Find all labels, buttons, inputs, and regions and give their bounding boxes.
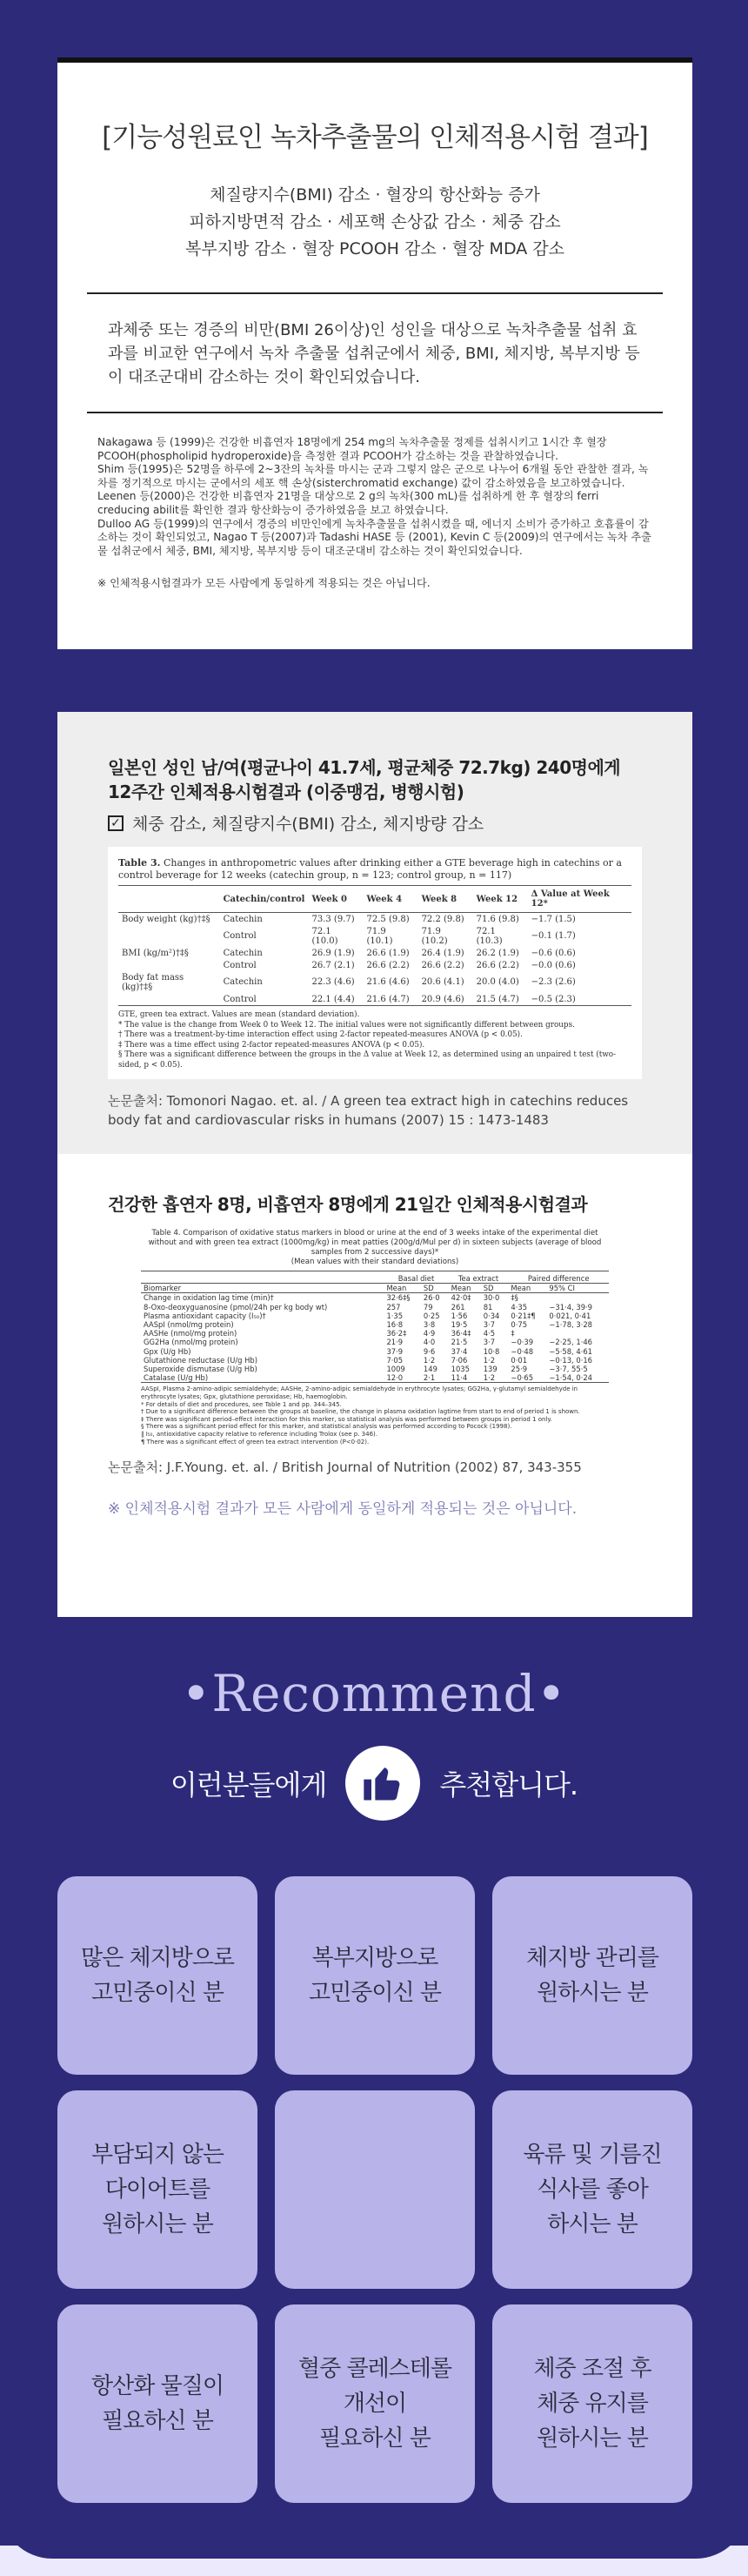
trial-1-section	[57, 712, 692, 1154]
table-cell: Catechin	[223, 977, 263, 987]
disclaimer-note: ※ 인체적용시험 결과가 모든 사람에게 동일하게 적용되는 것은 아닙니다.	[108, 1500, 578, 1519]
table-cell: 0·25	[423, 1311, 440, 1320]
table-cell: 25·9	[511, 1365, 528, 1374]
trial-1-result	[108, 811, 642, 835]
table-cell: 32·6‡§	[386, 1293, 411, 1303]
source-citation: 논문출처: J.F.Young. et. al. / British Journal of Nutrition (2002) 87, 343-355	[108, 1459, 582, 1476]
table-cell: AASpI (nmol/mg protein)	[144, 1320, 234, 1330]
table-cell: 36·4‡	[451, 1329, 471, 1338]
table-cell: Gpx (U/g Hb)	[144, 1346, 191, 1356]
table-header: Mean	[384, 1284, 420, 1293]
table-header: Biomarker	[141, 1284, 384, 1293]
result-text: 체중 감소, 체질량지수(BMI) 감소, 체지방량 감소	[132, 815, 484, 834]
table-cell: −0·39	[511, 1338, 534, 1347]
recommend-card: 많은 체지방으로 고민중이신 분	[57, 1876, 257, 2075]
table-cell: Plasma antioxidant capacity (I₅₀)†	[144, 1311, 266, 1320]
table-caption	[118, 857, 631, 882]
checkmark-icon: ✓	[108, 815, 124, 831]
table-header	[118, 886, 220, 913]
effects-line: 피하지방면적 감소 · 세포핵 손상값 감소 · 체중 감소	[189, 212, 561, 231]
table-row	[141, 1356, 609, 1365]
table-row	[141, 1338, 609, 1346]
reference-item: Dulloo AG 등(1999)의 연구에서 경증의 비만인에게 녹차추출물을 섭취시켰을 때, 에너지 소비가 증가하고 호흡률이 감소하는 것이 확인되었고, Nagao T 등(2007)과 Tadashi HASE 등 (2001), Kevin C 등(2009)의 연구에서는 녹차 추출물 섭취군에서 체중, BMI, 체지방, 복부지방 등이 대조군대비 감소하는 것이 확인되었습니다.	[97, 517, 651, 557]
table-cell: 8-Oxo-deoxyguanosine (pmol/24h per kg body wt)	[144, 1302, 328, 1311]
study-results-panel	[57, 57, 692, 649]
table-header: Week 12	[473, 886, 528, 913]
recommend-card: 부담되지 않는 다이어트를 원하시는 분	[57, 2090, 257, 2289]
table-cell: −2·25, 1·46	[549, 1338, 593, 1347]
table-cell: 4·35	[511, 1302, 528, 1311]
table-cell: 26.6 (2.2)	[421, 960, 464, 970]
table-row	[118, 947, 631, 959]
table-cell: Change in oxidation lag time (min)†	[144, 1293, 274, 1303]
oxidative-markers-table	[141, 1271, 609, 1383]
table-cell: 149	[423, 1365, 437, 1374]
table-cell: 72.5 (9.8)	[366, 914, 410, 924]
table-cell: ‡§	[511, 1293, 518, 1303]
table-row	[118, 971, 631, 993]
table-header: 95% CI	[546, 1284, 609, 1293]
table-footnotes	[141, 1385, 609, 1446]
clinical-trial-panel	[57, 712, 692, 1617]
table-cell: 139	[483, 1365, 498, 1374]
table-cell: −1·54, 0·24	[546, 1373, 609, 1383]
table-header: Mean	[508, 1284, 546, 1293]
table-cell: 37·4	[451, 1346, 468, 1356]
table-cell: 22.3 (4.6)	[311, 977, 355, 987]
table-cell: 72.1 (10.3)	[476, 926, 503, 946]
table-cell: 3·7	[483, 1338, 496, 1347]
table-cell: 4·9	[423, 1329, 436, 1338]
table-cell: 9·6	[423, 1346, 436, 1356]
table-cell: 21.6 (4.6)	[366, 977, 410, 987]
table-cell: 21·9	[386, 1338, 404, 1347]
page-title: [기능성원료인 녹차추출물의 인체적용시험 결과]	[102, 122, 648, 153]
trial-2-heading: 건강한 흡연자 8명, 비흡연자 8명에게 21일간 인체적용시험결과	[108, 1194, 588, 1215]
table-cell: 1009	[386, 1365, 405, 1374]
table-cell: 10·8	[483, 1346, 500, 1356]
table-cell: 12·0	[384, 1373, 420, 1383]
table-cell: 30·0	[483, 1293, 500, 1303]
table-header: Week 8	[418, 886, 473, 913]
table-cell: 7·06	[451, 1355, 468, 1365]
recommend-card: 혈중 콜레스테롤 개선이 필요하신 분	[275, 2304, 475, 2503]
table-row	[141, 1320, 609, 1329]
effects-line: 복부지방 감소 · 혈장 PCOOH 감소 · 혈장 MDA 감소	[184, 239, 564, 258]
footnote: ‖ I₅₀, antioxidative capacity relative to reference including Trolox (see p. 346).	[141, 1431, 377, 1438]
table-cell: 261	[451, 1302, 465, 1311]
table-cell: −0·13, 0·16	[549, 1355, 593, 1365]
table-cell: 16·8	[386, 1320, 404, 1330]
table-cell: 19·5	[451, 1320, 468, 1330]
table-row	[141, 1329, 609, 1338]
table-cell: 22.1 (4.4)	[308, 993, 363, 1006]
footnote: ‡ There was a time effect using 2-factor repeated-measures ANOVA (p < 0.05).	[118, 1040, 425, 1050]
table-cell: 42·0‡	[451, 1293, 471, 1303]
recommend-card-empty	[275, 2090, 475, 2289]
recommend-subtitle-left: 이런분들에게	[170, 1768, 327, 1801]
references	[97, 436, 652, 558]
table-cell: 26·0	[423, 1293, 440, 1303]
table-4	[108, 1229, 642, 1446]
recommend-card: 육류 및 기름진 식사를 좋아 하시는 분	[492, 2090, 692, 2289]
thumbs-up-icon	[345, 1746, 420, 1821]
table-row	[118, 913, 631, 926]
table-group-header: Basal diet	[384, 1271, 448, 1284]
footnote: § There was a significant period effect for this marker, and statistical analysis was performed according to Pocock (1998).	[141, 1423, 512, 1431]
table-cell: GG2Ha (nmol/mg protein)	[144, 1338, 238, 1347]
table-cell: 81	[483, 1302, 493, 1311]
table-cell: 257	[386, 1302, 401, 1311]
table-row	[141, 1311, 609, 1320]
table-cell: 79	[423, 1302, 433, 1311]
table-cell: 4·0	[423, 1338, 436, 1347]
footnote: ‡ There was significant period–effect interaction for this marker, so statistical analysis was performed between groups in period 1 only.	[141, 1415, 552, 1423]
footnote: GTE, green tea extract. Values are mean (standard deviation).	[118, 1010, 360, 1019]
table-cell: 21.5 (4.7)	[473, 993, 528, 1006]
table-row	[141, 1365, 609, 1373]
footnote: † There was a treatment-by-time interaction effect using 2-factor repeated-measures ANOVA (p < 0.05).	[118, 1030, 523, 1039]
table-cell: 20.0 (4.0)	[476, 977, 519, 987]
table-cell: BMI (kg/m²)†‡§	[122, 948, 189, 958]
table-cell: 0·34	[483, 1311, 500, 1320]
table-cell: 20.9 (4.6)	[418, 993, 473, 1006]
table-cell	[546, 1293, 609, 1303]
table-row	[118, 959, 631, 971]
table-cell: Control	[223, 960, 257, 970]
table-cell: −2.3 (2.6)	[531, 977, 576, 987]
table-label: Table 3.	[118, 857, 161, 869]
table-cell: 3·8	[423, 1320, 436, 1330]
table-cell: 1·2	[423, 1355, 436, 1365]
anthropometric-table	[118, 885, 631, 1006]
table-cell: Catalase (U/g Hb)	[141, 1373, 384, 1383]
table-header: Catechin/control	[220, 886, 309, 913]
table-cell: 26.6 (2.2)	[366, 960, 410, 970]
recommend-subtitle-right: 추천합니다.	[439, 1768, 578, 1801]
footnote: † Due to a significant difference between the groups at baseline, the change in plasma oxidation lagtime from start to end of period 1 is shown.	[141, 1408, 580, 1416]
table-cell: −0.1 (1.7)	[531, 931, 576, 941]
recommend-title: •Recommend•	[181, 1664, 567, 1723]
table-cell: Catechin	[223, 914, 263, 924]
table-cell: Control	[223, 931, 257, 941]
trial-2-section	[57, 1154, 692, 1518]
table-cell: 21·5	[451, 1338, 468, 1347]
table-cell: Superoxide dismutase (U/g Hb)	[144, 1365, 257, 1374]
table-header: SD	[481, 1284, 509, 1293]
footnote: § There was a significant difference between the groups in the Δ value at Week 12, as determined using an unpaired t test (two-sided, p < 0.05).	[118, 1050, 617, 1070]
table-cell: −0.6 (0.6)	[531, 948, 576, 958]
table-footnotes	[118, 1010, 631, 1070]
reference-item: Leenen 등(2000)은 건강한 비흡연자 21명을 대상으로 2 g의 녹차(300 mL)를 섭취하게 한 후 혈장의 ferri creducing abilit를 확인한 결과 항산화능이 증가하였음을 보고 하였습니다.	[97, 490, 599, 516]
effects-line: 체질량지수(BMI) 감소 · 혈장의 항산화능 증가	[210, 185, 540, 205]
table-cell: −5·58, 4·61	[549, 1346, 593, 1356]
table-row	[141, 1303, 609, 1311]
table-cell: −31·4, 39·9	[549, 1302, 593, 1311]
table-header: Week 0	[308, 886, 363, 913]
table-cell: −0·48	[511, 1346, 534, 1356]
bottom-arc	[0, 2506, 748, 2559]
table-row	[141, 1347, 609, 1356]
recommend-card: 항산화 물질이 필요하신 분	[57, 2304, 257, 2503]
table-cell: 72.2 (9.8)	[421, 914, 464, 924]
table-cell	[118, 993, 220, 1006]
table-row	[141, 1373, 609, 1383]
table-cell: 37·9	[386, 1346, 404, 1356]
table-cell	[118, 925, 220, 947]
table-cell: 4·5	[483, 1329, 496, 1338]
recommend-card: 복부지방으로 고민중이신 분	[275, 1876, 475, 2075]
footnote: AASpI, Plasma 2-amino-adipic semialdehyde; AASHe, 2-amino-adipic semialdehyde in erythrocyte lysates; GG2Ha, γ-glutamyl semialdehyde in erythrocyte lysates; Gpx, glutathione peroxidase; Hb, haemoglobin.	[141, 1385, 578, 1401]
table-cell: 26.4 (1.9)	[421, 948, 464, 958]
table-cell: 26.9 (1.9)	[311, 948, 355, 958]
table-group-header: Paired difference	[508, 1271, 609, 1284]
table-cell	[118, 959, 220, 971]
table-cell: −0·65	[508, 1373, 546, 1383]
table-cell: 1·2	[483, 1355, 496, 1365]
table-3	[108, 847, 642, 1079]
table-cell: 26.6 (1.9)	[366, 948, 410, 958]
table-caption: (Mean values with their standard deviations)	[291, 1258, 459, 1266]
table-cell: 71.9 (10.1)	[366, 926, 393, 946]
recommend-subtitle	[0, 1746, 748, 1821]
table-header: Δ Value at Week 12*	[528, 886, 631, 913]
table-header	[141, 1271, 384, 1284]
table-cell: Control	[220, 993, 309, 1006]
reference-item: Shim 등(1995)은 52명을 하루에 2~3잔의 녹차를 마시는 군과 그렇지 않은 군으로 나누어 6개월 동안 관찰한 결과, 녹차를 정기적으로 마시는 군에서의 세포 핵 손상(sisterchromatid exchange) 값이 감소하였음을 보고하였습니다.	[97, 463, 649, 489]
divider	[87, 412, 663, 413]
table-cell: 1·2	[481, 1373, 509, 1383]
table-cell: 21.6 (4.7)	[364, 993, 418, 1006]
recommend-grid	[57, 1876, 692, 2503]
table-caption-text: Changes in anthropometric values after drinking either a GTE beverage high in catechins or a control beverage for 12 weeks (catechin group, n = 123; control group, n = 117)	[118, 857, 622, 881]
table-cell: 26.7 (2.1)	[311, 960, 355, 970]
table-header: SD	[421, 1284, 449, 1293]
table-row	[141, 1293, 609, 1303]
table-cell: −1.7 (1.5)	[531, 914, 576, 924]
table-cell: 7·05	[386, 1355, 404, 1365]
table-cell	[546, 1329, 609, 1338]
table-cell: −1·78, 3·28	[549, 1320, 593, 1330]
table-cell: 11·4	[449, 1373, 481, 1383]
table-cell: 1035	[451, 1365, 470, 1374]
table-cell: 0·01	[511, 1355, 528, 1365]
divider	[87, 292, 663, 294]
table-cell: AASHe (nmol/mg protein)	[144, 1329, 237, 1338]
table-cell: 1·35	[386, 1311, 404, 1320]
table-caption: Table 4. Comparison of oxidative status markers in blood or urine at the end of 3 weeks intake of the experimental diet without and with green tea extract (1000mg/kg) in meat patties (200g/d/Mul per d) in sixteen subjects (average of blood samples from 2 successive days)*	[148, 1229, 602, 1257]
study-summary: 과체중 또는 경증의 비만(BMI 26이상)인 성인을 대상으로 녹차추출물 섭취 효과를 비교한 연구에서 녹차 추출물 섭취군에서 체중, BMI, 체지방, 복부지방 등이 대조군대비 감소하는 것이 확인되었습니다.	[108, 321, 640, 386]
table-header: Week 4	[364, 886, 418, 913]
table-cell: Glutathione reductase (U/g Hb)	[144, 1355, 258, 1365]
table-cell: Body weight (kg)†‡§	[122, 914, 210, 924]
table-row	[118, 925, 631, 947]
reference-item: Nakagawa 등 (1999)은 건강한 비흡연자 18명에게 254 mg의 녹차추출물 정제를 섭취시키고 1시간 후 혈장 PCOOH(phospholipid hydroperoxide)을 측정한 결과 PCOOH가 감소하는 것을 관찰하였습니다.	[97, 436, 607, 462]
table-cell: 1·56	[451, 1311, 468, 1320]
table-cell: 0·021, 0·41	[549, 1311, 591, 1320]
heading-line: 일본인 성인 남/여(평균나이 41.7세, 평균체중 72.7kg) 240명에게	[108, 757, 621, 778]
table-cell: 26.2 (1.9)	[476, 948, 519, 958]
table-cell: Body fat mass (kg)†‡§	[122, 972, 184, 992]
table-row	[118, 993, 631, 1006]
table-header: Mean	[449, 1284, 481, 1293]
table-cell: 36·2‡	[386, 1329, 407, 1338]
table-cell: −0.0 (0.6)	[531, 960, 576, 970]
table-cell: 71.6 (9.8)	[476, 914, 519, 924]
table-cell: 20.6 (4.1)	[421, 977, 464, 987]
recommend-card: 체지방 관리를 원하시는 분	[492, 1876, 692, 2075]
table-cell: 26.6 (2.2)	[476, 960, 519, 970]
table-cell: 2·1	[421, 1373, 449, 1383]
source-citation: 논문출처: Tomonori Nagao. et. al. / A green tea extract high in catechins reduces body fat and cardiovascular risks in humans (2007) 15 : 1473-1483	[108, 1093, 629, 1128]
table-cell: 71.9 (10.2)	[421, 926, 448, 946]
table-cell: −3·7, 55·5	[549, 1365, 588, 1374]
table-cell: 72.1 (10.0)	[311, 926, 338, 946]
trial-1-heading	[108, 755, 642, 804]
table-group-header: Tea extract	[449, 1271, 509, 1284]
table-cell: Catechin	[223, 948, 263, 958]
footnote: * For details of diet and procedures, see Table 1 and pp. 344–345.	[141, 1400, 342, 1408]
table-cell: 73.3 (9.7)	[311, 914, 355, 924]
table-cell: ‡	[511, 1329, 515, 1338]
table-cell: 3·7	[483, 1320, 496, 1330]
recommend-card: 체중 조절 후 체중 유지를 원하시는 분	[492, 2304, 692, 2503]
footnote: ¶ There was a significant effect of green tea extract intervention (P<0·02).	[141, 1438, 370, 1446]
table-cell: 0·21‡¶	[511, 1311, 536, 1320]
effects-summary	[57, 182, 692, 263]
table-cell: −0.5 (2.3)	[528, 993, 631, 1006]
footnote: * The value is the change from Week 0 to Week 12. The initial values were not significantly different between groups.	[118, 1020, 575, 1030]
disclaimer-note: ※ 인체적용시험결과가 모든 사람에게 동일하게 적용되는 것은 아닙니다.	[97, 577, 431, 590]
table-cell: 0·75	[511, 1320, 528, 1330]
heading-line: 12주간 인체적용시험결과 (이중맹검, 병행시험)	[108, 782, 464, 802]
